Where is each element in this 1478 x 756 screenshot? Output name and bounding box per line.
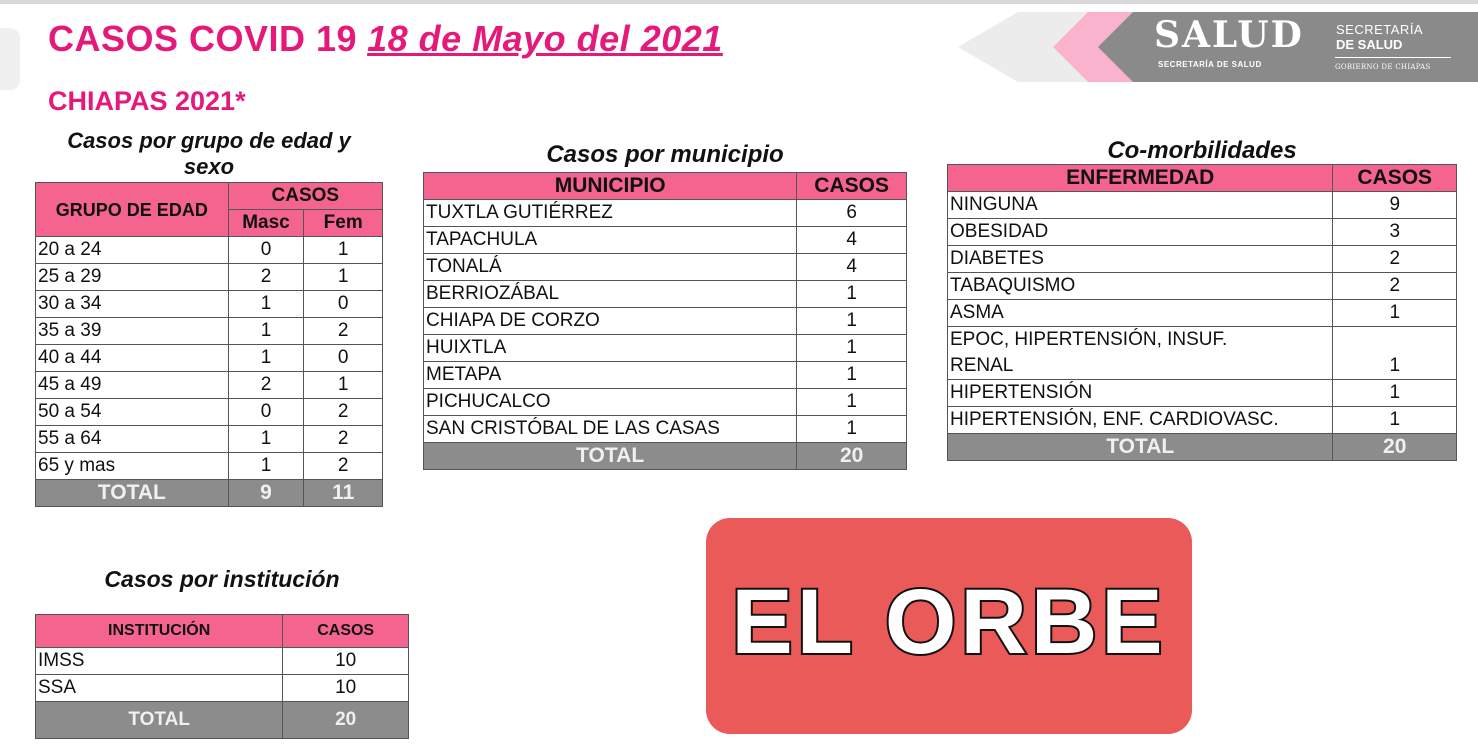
- page-title: [48, 18, 723, 60]
- edad-table: [35, 182, 383, 507]
- table-row: TABAQUISMO 2: [948, 273, 1457, 300]
- logo-gobierno: GOBIERNO DE CHIAPAS: [1335, 63, 1431, 71]
- edad-col-grupo: GRUPO DE EDAD: [36, 183, 229, 237]
- watermark-text: EL ORBE: [731, 571, 1167, 673]
- edad-col-casos: CASOS: [228, 183, 382, 210]
- table-row: SAN CRISTÓBAL DE LAS CASAS 1: [424, 416, 907, 443]
- table-row: HIPERTENSIÓN 1: [948, 380, 1457, 407]
- edad-heading-line2: sexo: [183, 154, 235, 179]
- municipio-col-name: MUNICIPIO: [424, 173, 797, 200]
- institucion-heading: Casos por institución: [104, 566, 340, 592]
- comorbilidades-col-casos: CASOS: [1333, 165, 1457, 192]
- total-row: TOTAL 9 11: [36, 480, 383, 507]
- table-row: 45 a 49 2 1: [36, 372, 383, 399]
- table-row: 35 a 39 1 2: [36, 318, 383, 345]
- table-row: 50 a 54 0 2: [36, 399, 383, 426]
- logo-divider: [1335, 57, 1451, 58]
- edad-col-masc: Masc: [228, 210, 304, 237]
- title-text: CASOS COVID 19: [48, 18, 358, 59]
- table-row: CHIAPA DE CORZO 1: [424, 308, 907, 335]
- table-row: 30 a 34 1 0: [36, 291, 383, 318]
- institucion-col-casos: CASOS: [283, 615, 409, 648]
- table-row: 55 a 64 1 2: [36, 426, 383, 453]
- municipio-heading: Casos por municipio: [546, 141, 784, 168]
- el-orbe-watermark: [706, 518, 1192, 734]
- top-border: [0, 0, 1478, 4]
- comorbilidades-heading: Co-morbilidades: [1107, 137, 1297, 164]
- table-row: 40 a 44 1 0: [36, 345, 383, 372]
- table-row: SSA 10: [36, 675, 409, 702]
- table-row: HUIXTLA 1: [424, 335, 907, 362]
- table-row: HIPERTENSIÓN, ENF. CARDIOVASC. 1: [948, 407, 1457, 434]
- side-tab: [0, 28, 20, 90]
- logo-de-salud: DE SALUD: [1336, 37, 1403, 52]
- table-row: BERRIOZÁBAL 1: [424, 281, 907, 308]
- table-row: TAPACHULA 4: [424, 227, 907, 254]
- logo-salud-text: SALUD: [1154, 14, 1304, 56]
- municipio-table: [423, 172, 907, 470]
- table-row: IMSS 10: [36, 648, 409, 675]
- total-row: TOTAL 20: [424, 443, 907, 470]
- logo-secretaria: SECRETARÍA: [1336, 22, 1424, 37]
- table-row: NINGUNA 9: [948, 192, 1457, 219]
- table-row: METAPA 1: [424, 362, 907, 389]
- table-row: TONALÁ 4: [424, 254, 907, 281]
- title-date: 18 de Mayo del 2021: [367, 18, 723, 59]
- comorbilidades-table: [947, 164, 1457, 461]
- institucion-table: [35, 614, 409, 739]
- total-row: TOTAL 20: [948, 434, 1457, 461]
- table-row: ASMA 1: [948, 300, 1457, 327]
- table-row: 65 y mas 1 2: [36, 453, 383, 480]
- table-row: OBESIDAD 3: [948, 219, 1457, 246]
- institucion-col-name: INSTITUCIÓN: [36, 615, 283, 648]
- municipio-col-casos: CASOS: [797, 173, 907, 200]
- table-row: TUXTLA GUTIÉRREZ 6: [424, 200, 907, 227]
- table-row: EPOC, HIPERTENSIÓN, INSUF. RENAL 1: [948, 327, 1457, 380]
- edad-heading: [36, 128, 382, 180]
- table-row: 20 a 24 0 1: [36, 237, 383, 264]
- logo-subtext: SECRETARÍA DE SALUD: [1158, 60, 1262, 69]
- table-row: DIABETES 2: [948, 246, 1457, 273]
- table-row: PICHUCALCO 1: [424, 389, 907, 416]
- table-row: 25 a 29 2 1: [36, 264, 383, 291]
- total-row: TOTAL 20: [36, 702, 409, 739]
- page-subtitle: CHIAPAS 2021*: [48, 86, 246, 116]
- edad-heading-line1: Casos por grupo de edad y: [67, 128, 351, 153]
- comorbilidades-col-name: ENFERMEDAD: [948, 165, 1333, 192]
- edad-col-fem: Fem: [304, 210, 383, 237]
